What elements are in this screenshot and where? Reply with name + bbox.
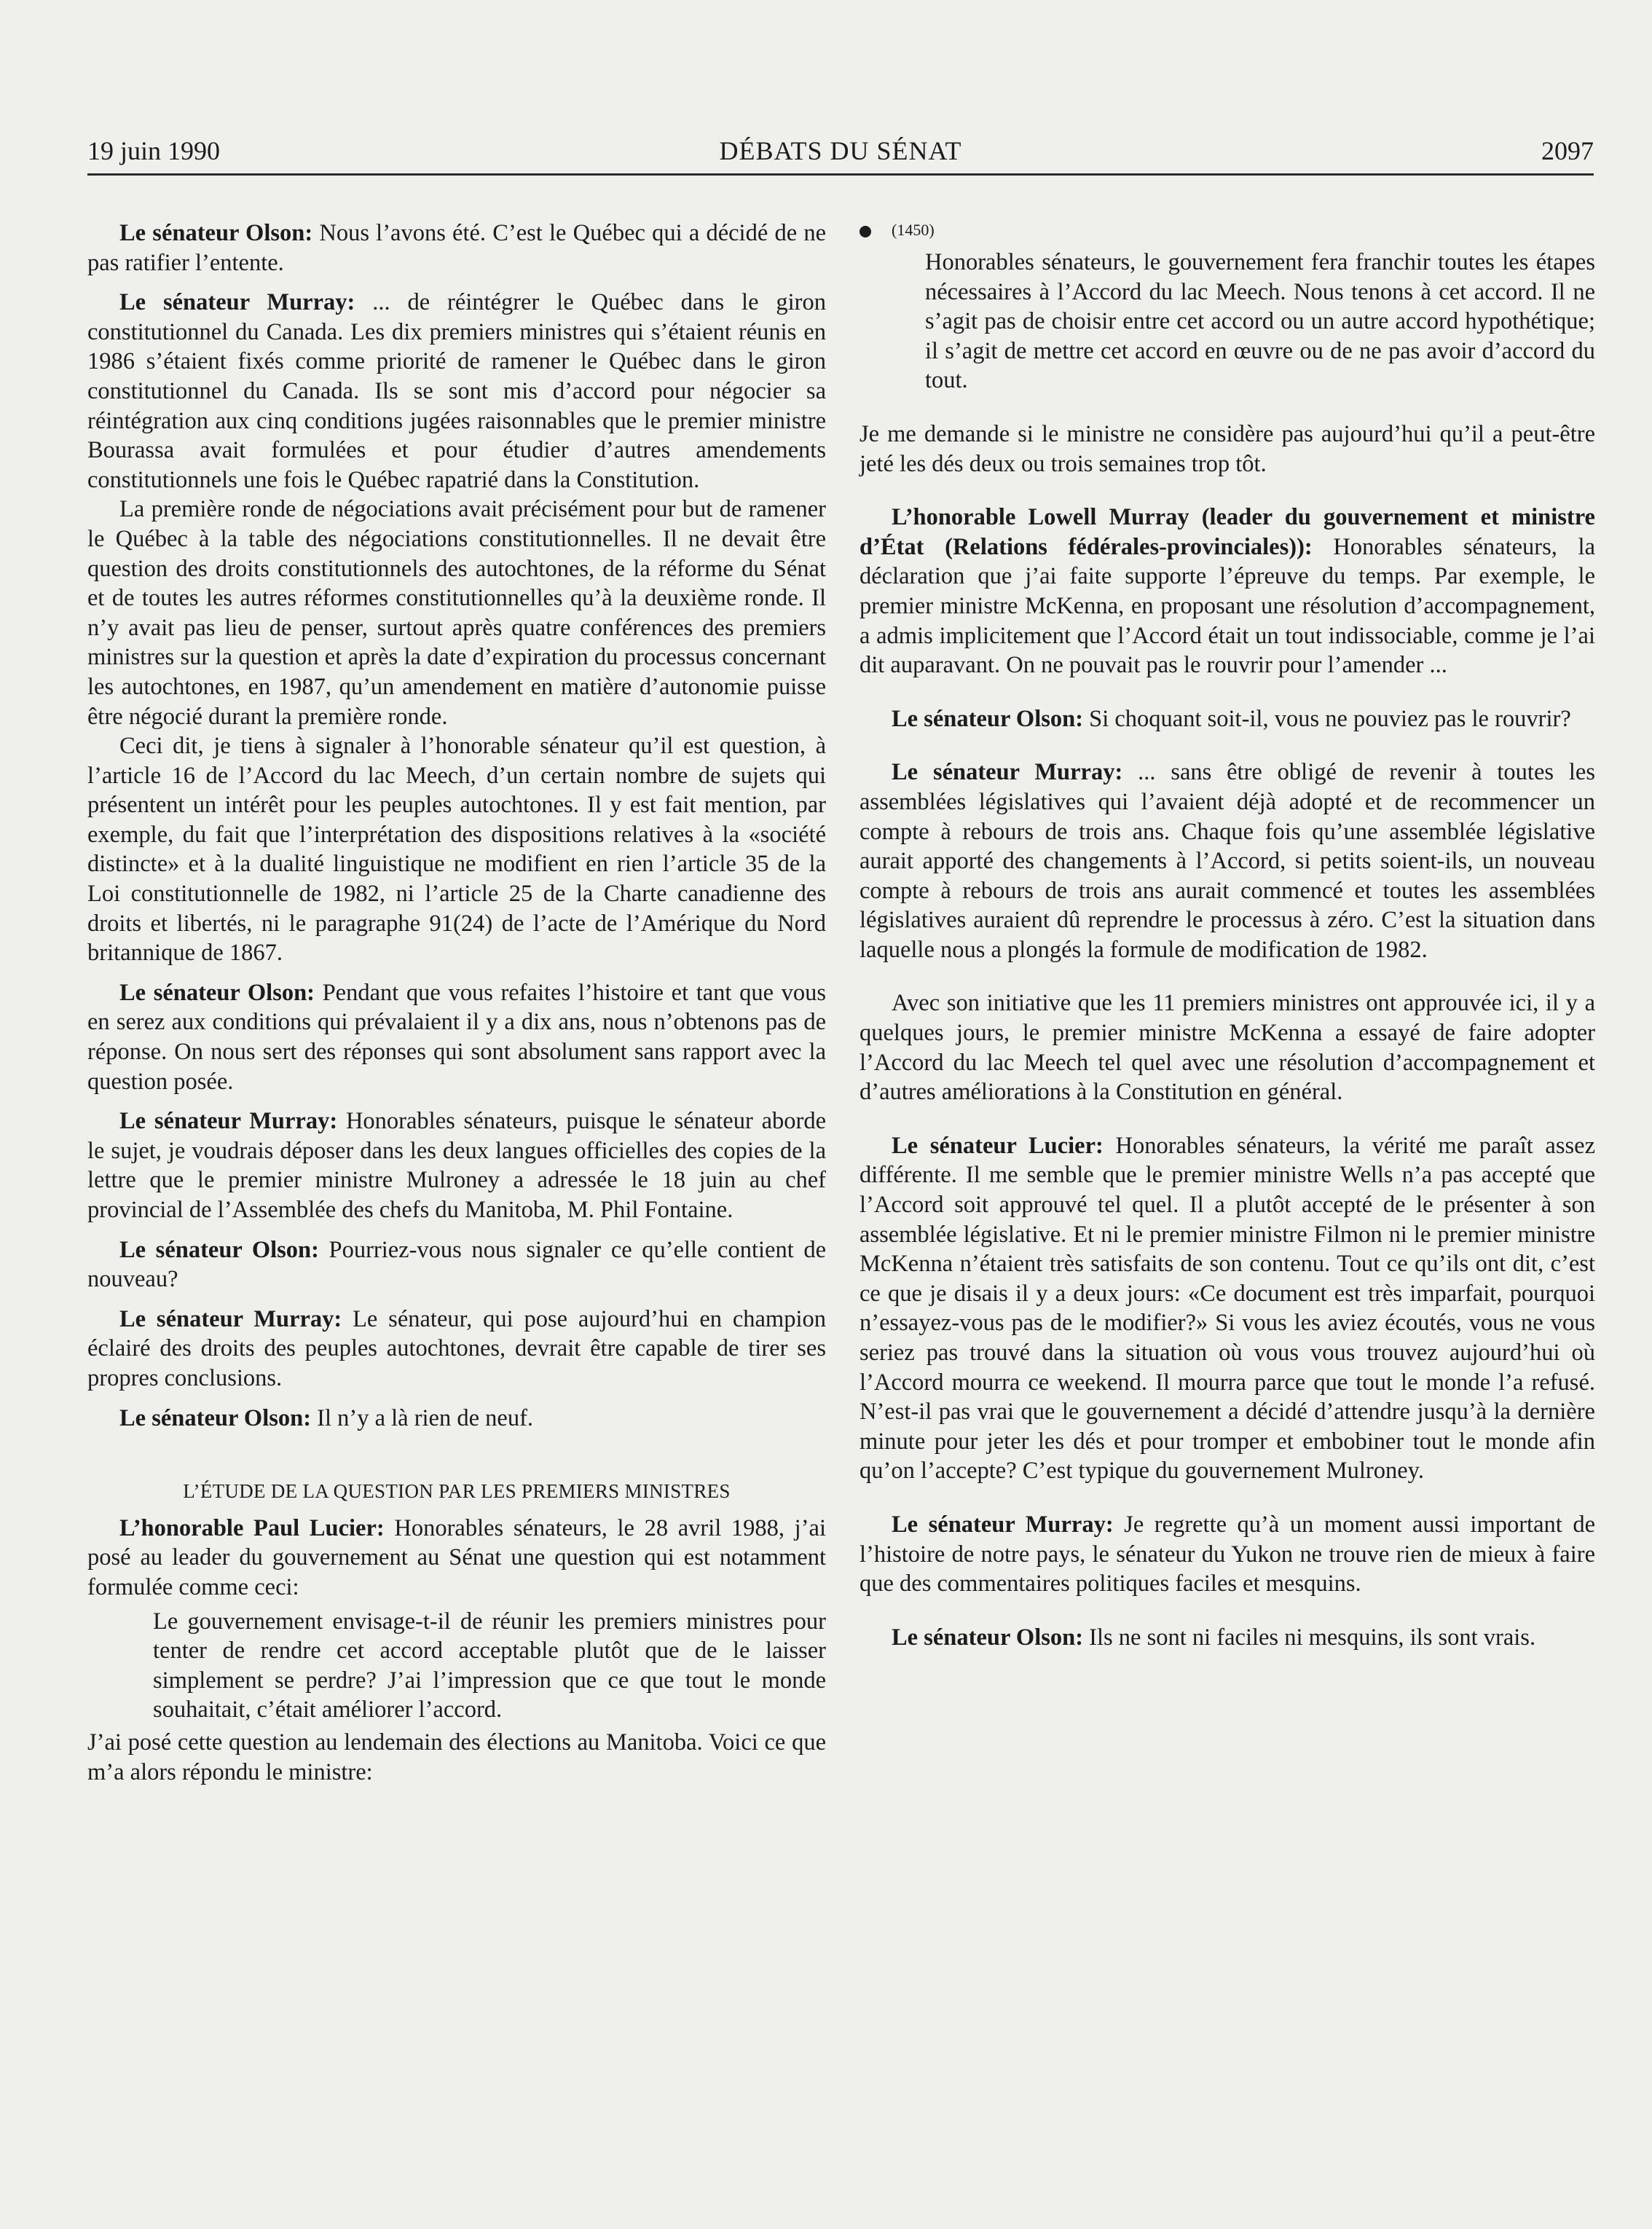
right-column [860, 219, 1595, 1652]
speech-text: Le sénateur, qui pose aujourd’hui en champion éclairé des droits des peuples autochtones, devrait être capable de tirer ses propres conclusions. [87, 1305, 826, 1391]
page-header [87, 135, 1594, 176]
header-title: DÉBATS DU SÉNAT [719, 136, 962, 165]
paragraph [87, 1305, 826, 1393]
speaker-name: Le sénateur Lucier: [892, 1132, 1104, 1159]
speech-text: Pourriez-vous nous signaler ce qu’elle contient de nouveau? [87, 1236, 827, 1293]
page-number: 2097 [1541, 136, 1594, 165]
speaker-name: Le sénateur Olson: [892, 1624, 1084, 1651]
time-marker [860, 219, 1595, 248]
bullet-icon [860, 226, 871, 237]
paragraph: Je me demande si le ministre ne considère pas aujourd’hui qu’il a peut-être jeté les dés deux ou trois semaines trop tôt. [860, 420, 1595, 477]
paragraph: La première ronde de négociations avait précisément pour but de ramener le Québec à la table des négociations constitutionnelles. Il ne devait être question des droits constitutionnels des autochtones, de la réforme du Sénat et de toutes les autres réformes constitutionnelles qu’à la deuxième ronde. Il n’y avait pas lieu de penser, surtout après quatre conférences des premiers ministres sur la question et après la date d’expiration du processus concernant les autochtones, en 1987, qu’un amendement en matière d’autonomie puisse être négocié durant la première ronde. [87, 496, 826, 730]
speech-text: ... sans être obligé de revenir à toutes les assemblées législatives qui l’avaient déjà adopté et de recommencer un compte à rebours de trois ans. Chaque fois qu’une assemblée législative aurait apporté des changements à l’Accord, si petits soient-ils, un nouveau compte à rebours de trois ans aurait commencé et toutes les assemblées législatives auraient dû reprendre le processus à zéro. C’est la situation dans laquelle nous a plongés la formule de modification de 1982. [860, 759, 1595, 963]
speaker-name: L’honorable Lowell Murray (leader du gouvernement et ministre d’État (Relations fédérales-provinciales)): [860, 504, 1595, 560]
paragraph [860, 1510, 1595, 1599]
time-marker-text: (1450) [892, 221, 935, 239]
paragraph: Ceci dit, je tiens à signaler à l’honorable sénateur qu’il est question, à l’article 16 de l’Accord du lac Meech, d’un certain nombre de sujets qui présentent un intérêt pour les peuples autochtones. Il y est fait mention, par exemple, du fait que l’interprétation des dispositions relatives à la «société distincte» et à la dualité linguistique ne modifient en rien l’article 35 de la Loi constitutionnelle de 1982, ni l’article 25 de la Charte canadienne des droits et libertés, ni le paragraphe 91(24) de l’acte de l’Amérique du Nord britannique de 1867. [87, 733, 826, 967]
speaker-name: Le sénateur Olson: [119, 1236, 319, 1263]
block-quote: Le gouvernement envisage-t-il de réunir les premiers ministres pour tenter de rendre cet accord acceptable plutôt que de le laisser simplement se perdre? J’ai l’impression que ce que tout le monde souhaitait, c’était améliorer l’accord. [153, 1608, 826, 1723]
speech-text: Honorables sénateurs, le 28 avril 1988, j’ai posé au leader du gouvernement au Sénat une question qui est notamment formulée comme ceci: [87, 1514, 826, 1600]
paragraph [860, 503, 1595, 680]
paragraph [87, 978, 826, 1096]
left-column [87, 219, 826, 1787]
speaker-name: Le sénateur Murray: [892, 1511, 1114, 1538]
paragraph: J’ai posé cette question au lendemain des élections au Manitoba. Voici ce que m’a alors répondu le ministre: [87, 1729, 826, 1785]
speech-text: Je regrette qu’à un moment aussi important de l’histoire de notre pays, le sénateur du Yukon ne trouve rien de mieux à faire que des commentaires politiques faciles et mesquins. [860, 1511, 1595, 1597]
paragraph [87, 1514, 826, 1603]
paragraph [860, 758, 1595, 964]
paragraph: Avec son initiative que les 11 premiers ministres ont approuvée ici, il y a quelques jours, le premier ministre McKenna a essayé de faire adopter l’Accord du lac Meech tel quel avec une résolution d’accompagnement et d’autres améliorations à la Constitution en général. [860, 990, 1595, 1106]
speech-text: Ils ne sont ni faciles ni mesquins, ils sont vrais. [1083, 1624, 1536, 1651]
speech-text: Honorables sénateurs, la vérité me paraît assez différente. Il me semble que le premier ministre Wells n’a pas accepté que l’Accord soit approuvé tel quel. Il a plutôt accepté de le présenter à son assemblée législative. Et ni le premier ministre Filmon ni le premier ministre McKenna n’étaient très satisfaits de son contenu. Tout ce qu’ils ont dit, c’est ce que je disais il y a deux jours: «Ce document est très imparfait, pourquoi n’essayez-vous pas de le modifier?» Si vous les aviez écoutés, vous ne vous seriez pas trouvé dans la situation où vous vous trouvez aujourd’hui où l’Accord mourra ce weekend. Il mourra parce que tout le monde l’a refusé. N’est-il pas vrai que le gouvernement a décidé d’attendre jusqu’à la dernière minute pour jeter les dés et pour tromper et embobiner tout le monde afin qu’on l’accepte? C’est typique du gouvernement Mulroney. [860, 1132, 1596, 1485]
section-heading: L’ÉTUDE DE LA QUESTION PAR LES PREMIERS MINISTRES [183, 1480, 731, 1503]
speech-text: Pendant que vous refaites l’histoire et tant que vous en serez aux conditions qui prévalaient il y a dix ans, nous n’obtenons pas de réponse. On nous sert des réponses qui sont absolument sans rapport avec la question posée. [87, 979, 826, 1095]
speaker-name: Le sénateur Olson: [892, 705, 1084, 732]
paragraph [860, 1623, 1595, 1653]
paragraph [87, 1235, 826, 1294]
paragraph [87, 288, 826, 495]
paragraph [87, 1404, 826, 1434]
speaker-name: Le sénateur Olson: [119, 220, 313, 246]
paragraph [87, 1106, 826, 1224]
speaker-name: L’honorable Paul Lucier: [119, 1514, 385, 1541]
speech-text: ... de réintégrer le Québec dans le giron constitutionnel du Canada. Les dix premiers ministres qui s’étaient réunis en 1986 s’étaient fixés comme priorité de ramener le Québec dans le giron constitutionnel du Canada. Ils se sont mis d’accord pour négocier sa réintégration aux cinq conditions jugées raisonnables que le premier ministre Bourassa avait formulées et pour étudier d’autres amendements constitutionnels une fois le Québec rapatrié dans la Constitution. [87, 289, 826, 493]
speech-text: Nous l’avons été. C’est le Québec qui a décidé de ne pas ratifier l’entente. [87, 220, 826, 276]
paragraph [87, 219, 826, 278]
speaker-name: Le sénateur Murray: [119, 1305, 342, 1332]
block-quote: Honorables sénateurs, le gouvernement fera franchir toutes les étapes nécessaires à l’Accord du lac Meech. Nous tenons à cet accord. Il ne s’agit pas de choisir entre cet accord ou un autre accord hypothétique; il s’agit de mettre cet accord en œuvre ou de ne pas avoir d’accord du tout. [925, 249, 1595, 394]
speaker-name: Le sénateur Murray: [119, 1108, 338, 1135]
speech-text: Honorables sénateurs, puisque le sénateur aborde le sujet, je voudrais déposer dans les deux langues officielles des copies de la lettre que le premier ministre Mulroney a adressée le 18 juin au chef provincial de l’Assemblée des chefs du Manitoba, M. Phil Fontaine. [87, 1108, 826, 1223]
header-date: 19 juin 1990 [87, 136, 221, 165]
speech-text: Honorables sénateurs, la déclaration que j’ai faite supporte l’épreuve du temps. Par exemple, le premier ministre McKenna, en proposant une résolution d’accompagnement, a admis implicitement que l’Accord était un tout indissociable, comme je l’ai dit auparavant. On ne pouvait pas le rouvrir pour l’amender ... [860, 533, 1595, 679]
speaker-name: Le sénateur Murray: [119, 289, 355, 316]
paragraph [860, 1131, 1595, 1486]
paragraph [860, 704, 1595, 734]
speaker-name: Le sénateur Olson: [119, 1404, 312, 1431]
speech-text: Si choquant soit-il, vous ne pouviez pas le rouvrir? [1083, 705, 1571, 732]
speech-text: Il n’y a là rien de neuf. [311, 1404, 534, 1431]
speaker-name: Le sénateur Murray: [892, 759, 1123, 786]
speaker-name: Le sénateur Olson: [119, 979, 315, 1006]
